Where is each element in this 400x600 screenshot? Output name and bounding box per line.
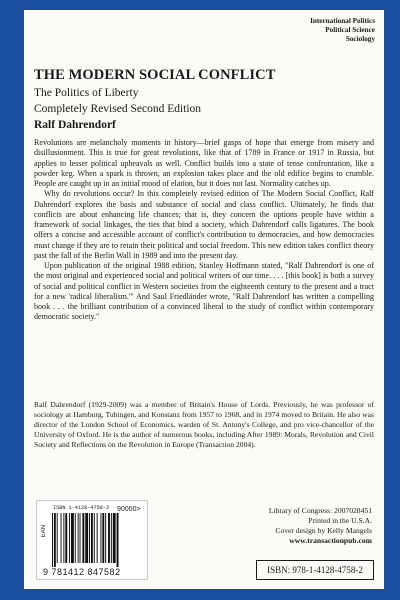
barcode-digits: 9 781412 847582 xyxy=(43,567,121,577)
subject-item: International Politics xyxy=(310,17,375,25)
book-title: THE MODERN SOCIAL CONFLICT xyxy=(34,67,276,83)
publisher-info xyxy=(269,506,372,546)
cover-design-credit: Cover design by Kelly Mangels xyxy=(275,526,372,535)
subject-categories xyxy=(310,17,375,44)
isbn-box: ISBN: 978-1-4128-4758-2 xyxy=(256,560,374,580)
publisher-url: www.transactionpub.com xyxy=(289,536,372,545)
blurb xyxy=(34,138,374,323)
book-subtitle: The Politics of Liberty xyxy=(34,87,139,99)
edition-note: Completely Revised Second Edition xyxy=(34,103,202,115)
library-of-congress: Library of Congress: 2007028451 xyxy=(268,506,372,515)
barcode xyxy=(36,500,148,580)
blurb-paragraph: Revolutions are melancholy moments in history—brief gasps of hope that emerge from misery and disillusionment. This is true for great revolutions, like that of 1789 in France or 1917 in Russia, but applies to lesser political upheavals as well. Conflict builds into a state of tense confrontation, like a powder keg. When a spark is thrown, an explosion takes place and the old edifice begins to crumble. People are caught up in an initial mood of elation, but it does not last. Normality catches up. xyxy=(34,138,374,188)
barcode-isbn: ISBN 1-4128-4758-3 xyxy=(53,505,110,511)
barcode-bars xyxy=(52,513,144,567)
printed-in: Printed in the U.S.A. xyxy=(308,516,372,525)
price-code: 90000> xyxy=(117,506,141,513)
blurb-paragraph: Upon publication of the original 1988 edition, Stanley Hoffmann stated, "Ralf Dahrendorf is one of the most original and experienced social and political writers of our time. . . . [this book] is both a survey of social and political conflict in Western societies from the eighteenth century to the present and a tract for a new 'radical liberalism.'" And Saul Friedländer wrote, "Ralf Dahrendorf has written a compelling book . . . the brilliant contribution of a convinced liberal to the study of conflict within contemporary democratic society." xyxy=(34,261,374,322)
cover-text-panel xyxy=(24,10,384,589)
author-name: Ralf Dahrendorf xyxy=(34,119,116,131)
author-bio-text: Ralf Dahrendorf (1929-2009) was a member of Britain's House of Lords. Previously, he was professor of sociology at Hamburg, Tubingen, and Konstanz from 1957 to 1968, and in 1974 moved to Britain. He also was director of the London School of Economics, warden of St. Antony's College, and pro vice-chancellor of the University of Oxford. He is the author of numerous books, including After 1989: Morals, Revolution and Civil Society and Reflections on the Revolution in Europe (Transaction 2004). xyxy=(34,400,374,449)
subject-item: Sociology xyxy=(345,35,375,43)
subject-item: Political Science xyxy=(325,26,375,34)
author-bio xyxy=(34,400,374,450)
blurb-paragraph: Why do revolutions occur? In this completely revised edition of The Modern Social Conflict, Ralf Dahrendorf explores the basis and substance of social and class conflict. Ultimately, he finds that conflicts are about enhancing life chances; that is, they concern the options people have within a framework of social linkages, the ties that bind a society, which Dahrendorf calls ligatures. The book offers a concise and accessible account of conflict's contribution to democracies, and how democracies must change if they are to retain their political and social freedom. This new edition takes conflict theory past the fall of the Berlin Wall in 1989 and into the present day. xyxy=(34,189,374,260)
ean-label: EAN xyxy=(41,525,47,538)
